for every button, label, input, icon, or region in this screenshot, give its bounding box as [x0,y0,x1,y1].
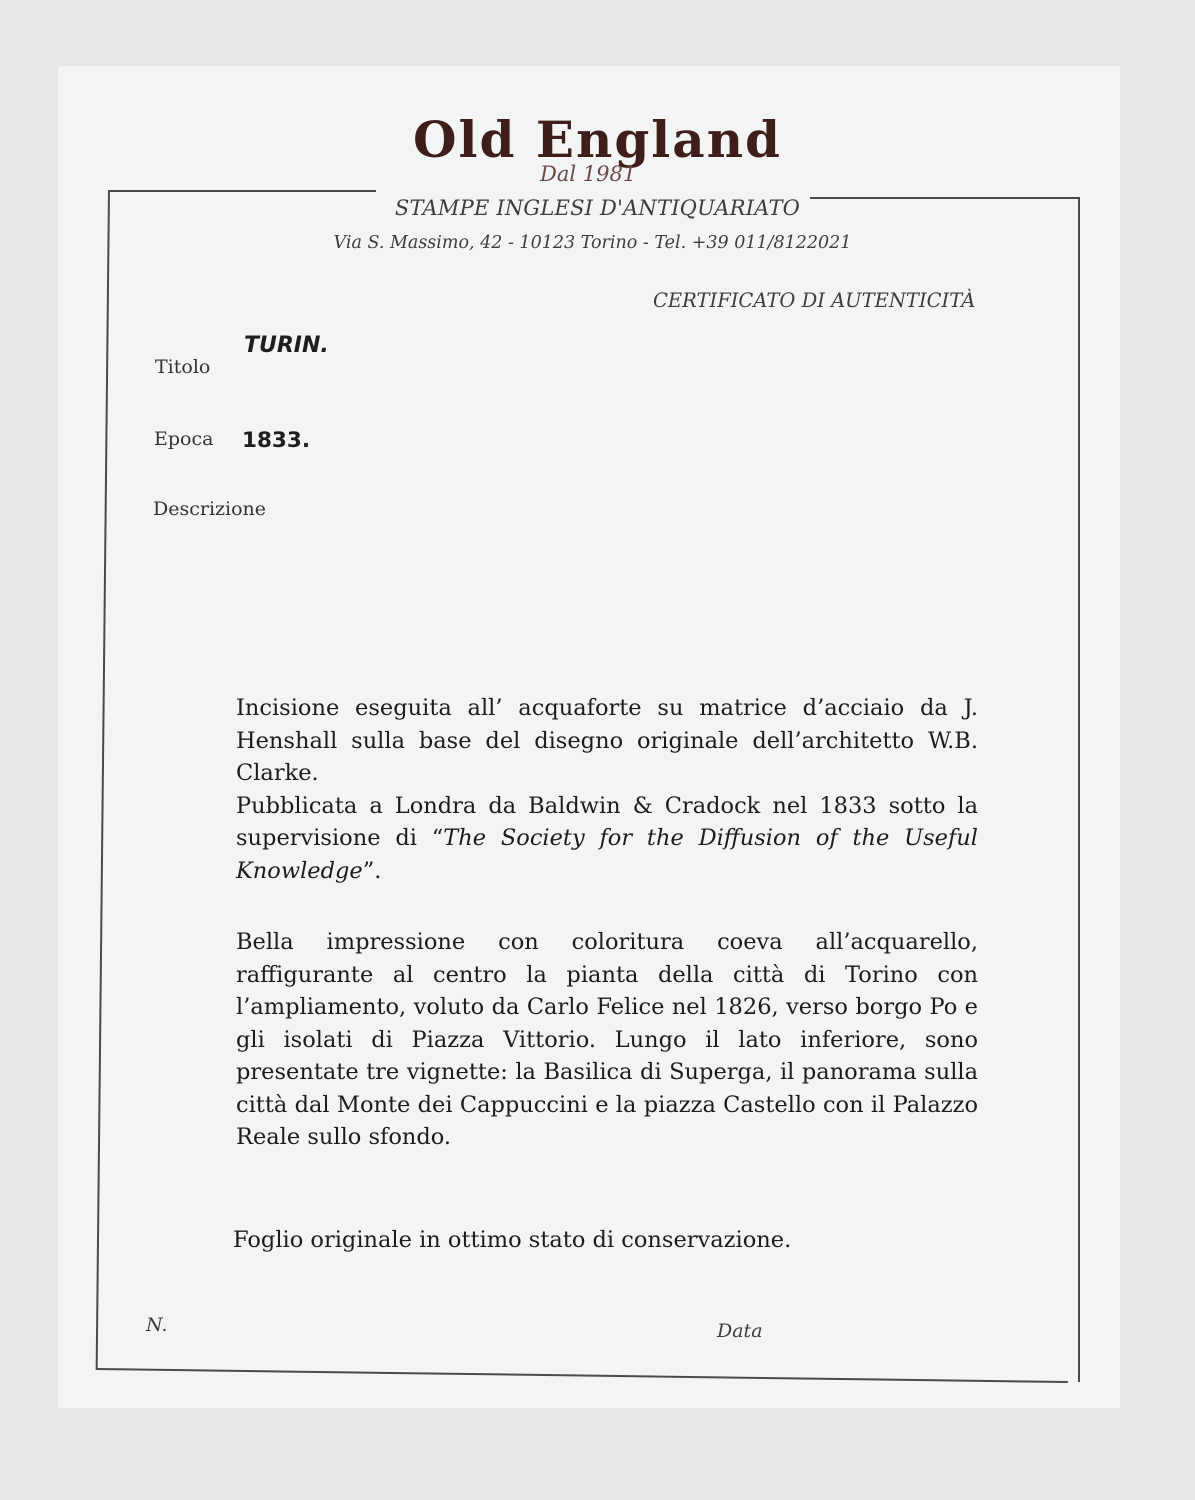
description-p1b-end: ”. [362,857,382,884]
brand-established: Dal 1981 [540,162,637,186]
title-label: Titolo [155,356,211,378]
description-p1b-start: Pubblicata a Londra da Baldwin & Cradock nel 1833 sotto la supervisione di “ [236,792,978,851]
brand-address: Via S. Massimo, 42 - 10123 Torino - Tel. +39 011/8122021 [333,233,852,253]
epoch-value: 1833. [242,428,311,453]
frame-top-left [108,190,376,192]
brand-subtitle: STAMPE INGLESI D'ANTIQUARIATO [394,196,801,220]
description-label: Descrizione [153,498,267,520]
frame-right [1078,197,1080,1382]
epoch-label: Epoca [154,428,214,450]
description-paragraph-3: Foglio originale in ottimo stato di conservazione. [233,1227,792,1253]
brand-logo: Old England [412,110,783,169]
description-paragraph-1 [236,692,978,887]
certificate-title: CERTIFICATO DI AUTENTICITÀ [653,289,976,312]
title-value: TURIN. [244,333,329,358]
description-p1b-italic: The Society for the Diffusion of the Useful Knowledge [236,825,978,884]
description-p1a: Incisione eseguita all’ acquaforte su matrice d’acciaio da J. Henshall sulla base del disegno originale dell’architetto W.B. Clarke. [236,695,978,786]
description-paragraph-2: Bella impressione con coloritura coeva all’acquarello, raffigurante al centro la pianta della città di Torino con l’ampliamento, voluto da Carlo Felice nel 1826, verso borgo Po e gli isolati di Piazza Vittorio. Lungo il lato inferiore, sono presentate tre vignette: la Basilica di Superga, il panorama sulla città dal Monte dei Cappuccini e la piazza Castello con il Palazzo Reale sullo sfondo. [236,929,978,1150]
date-label: Data [717,1320,763,1342]
number-label: N. [146,1314,168,1336]
description-p1b [236,790,978,888]
frame-top-right [810,197,1080,199]
